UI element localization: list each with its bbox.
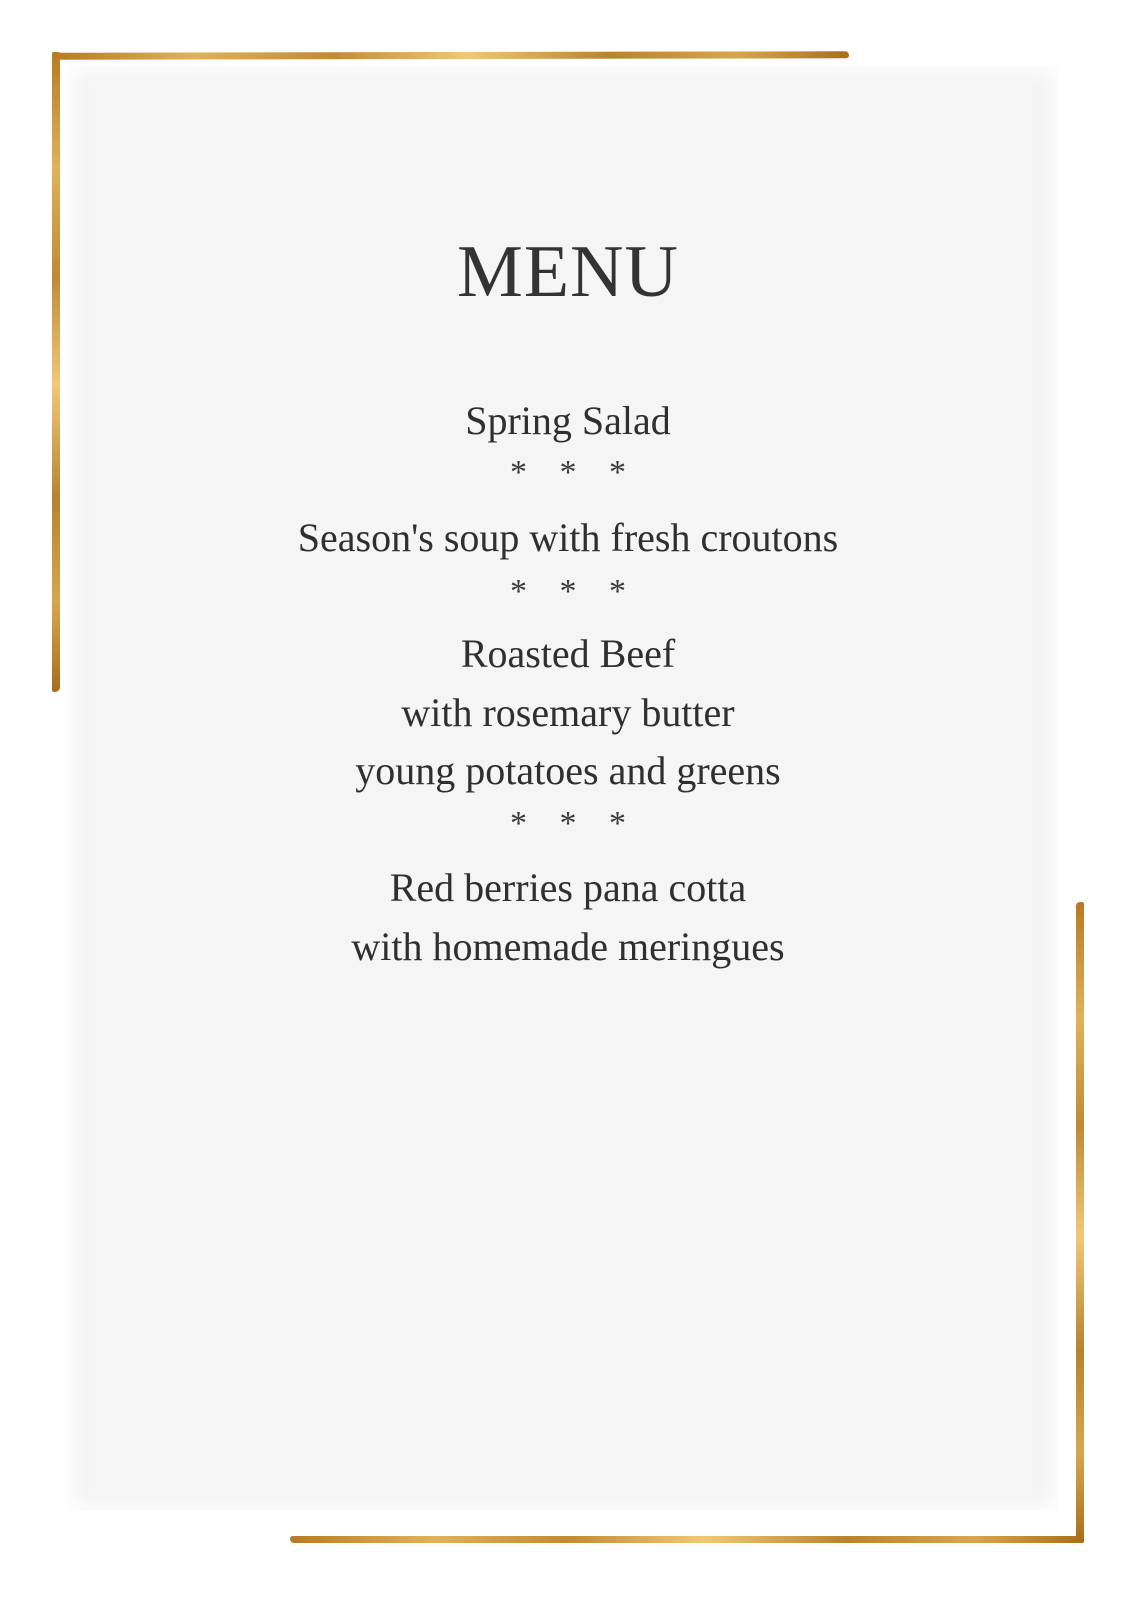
gold-border-bottom [290, 1536, 1084, 1543]
course-panna-cotta: Red berries pana cotta [389, 865, 747, 910]
course-separator: * * * [510, 805, 638, 842]
menu-title: MENU [457, 231, 679, 313]
course-separator: * * * [510, 454, 638, 491]
course-roasted-beef: Roasted Beef [460, 631, 676, 676]
gold-border-top [52, 51, 849, 59]
course-roasted-beef-detail-2: young potatoes and greens [355, 748, 781, 793]
course-panna-cotta-detail: with homemade meringues [351, 924, 785, 969]
course-roasted-beef-detail-1: with rosemary butter [401, 690, 735, 735]
course-separator: * * * [510, 573, 638, 610]
course-soup: Season's soup with fresh croutons [297, 515, 839, 560]
course-spring-salad: Spring Salad [465, 398, 671, 443]
gold-border-right [1076, 902, 1084, 1543]
